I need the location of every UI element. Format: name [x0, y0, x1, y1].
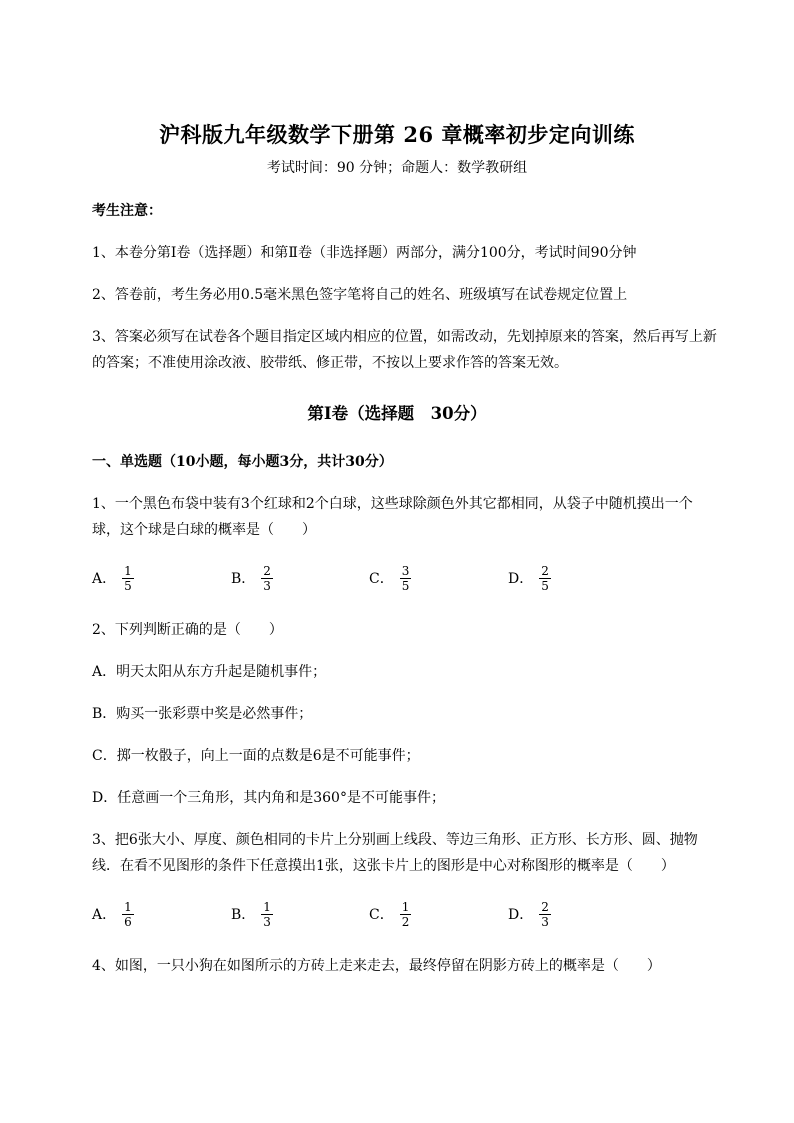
option-letter: A． — [92, 907, 117, 923]
question-2-stem: 2、下列判断正确的是（ ） — [92, 622, 283, 638]
option-c — [369, 558, 411, 598]
notice-item: 3、答案必须写在试卷各个题目指定区域内相应的位置，如需改动，先划掉原来的答案，然后再写上新 — [92, 329, 717, 345]
fraction — [539, 900, 551, 929]
option-b — [231, 558, 273, 598]
numerator: 3 — [401, 563, 410, 578]
option-a — [92, 894, 134, 934]
denominator: 5 — [124, 578, 132, 593]
notice-item-continued: 的答案；不准使用涂改液、胶带纸、修正带，不按以上要求作答的答案无效。 — [92, 355, 568, 371]
question-1-stem: 1、一个黑色布袋中装有3个红球和2个白球，这些球除颜色外其它都相同，从袋子中随机摸出一个 — [92, 496, 693, 512]
denominator: 3 — [263, 914, 271, 929]
numerator: 1 — [124, 899, 132, 914]
option-d — [508, 894, 551, 934]
question-2-option-b: B．购买一张彩票中奖是必然事件； — [92, 706, 313, 722]
numerator: 2 — [263, 563, 271, 578]
question-1-options — [92, 558, 712, 598]
denominator: 5 — [401, 578, 410, 593]
option-letter: C． — [369, 571, 394, 587]
fraction — [122, 564, 134, 593]
notice-heading: 考生注意： — [92, 203, 162, 219]
question-2-option-c: C．掷一枚骰子，向上一面的点数是6是不可能事件； — [92, 748, 420, 764]
option-letter: D． — [508, 571, 534, 587]
fraction — [400, 564, 412, 593]
notice-item: 2、答卷前，考生务必用0.5毫米黑色签字笔将自己的姓名、班级填写在试卷规定位置上 — [92, 287, 628, 303]
exam-info: 考试时间：90 分钟；命题人：数学教研组 — [266, 160, 528, 176]
denominator: 3 — [541, 914, 549, 929]
denominator: 2 — [401, 914, 410, 929]
option-b — [231, 894, 273, 934]
option-d — [508, 558, 551, 598]
fraction — [261, 900, 273, 929]
question-1-stem-continued: 球，这个球是白球的概率是（ ） — [92, 522, 316, 538]
part-title: 一、单选题（10小题，每小题3分，共计30分） — [92, 454, 393, 470]
option-c — [369, 894, 411, 934]
question-3-stem: 3、把6张大小、厚度、颜色相同的卡片上分别画上线段、等边三角形、正方形、长方形、圆、抛物 — [92, 832, 698, 848]
fraction — [539, 564, 551, 593]
question-3-options — [92, 894, 712, 934]
section-title: 第Ⅰ卷（选择题 30分） — [307, 404, 487, 423]
option-letter: D． — [508, 907, 534, 923]
notice-item: 1、本卷分第Ⅰ卷（选择题）和第Ⅱ卷（非选择题）两部分，满分100分，考试时间90分钟 — [92, 245, 637, 261]
denominator: 5 — [541, 578, 549, 593]
question-2-option-d: D．任意画一个三角形，其内角和是360°是不可能事件； — [92, 790, 445, 806]
numerator: 2 — [541, 563, 549, 578]
option-letter: B． — [231, 907, 256, 923]
numerator: 1 — [263, 899, 271, 914]
denominator: 3 — [263, 578, 271, 593]
option-letter: C． — [369, 907, 394, 923]
option-letter: B． — [231, 571, 256, 587]
fraction — [400, 900, 412, 929]
numerator: 1 — [401, 899, 410, 914]
fraction — [261, 564, 273, 593]
numerator: 1 — [124, 563, 132, 578]
numerator: 2 — [541, 899, 549, 914]
page-title: 沪科版九年级数学下册第 26 章概率初步定向训练 — [159, 122, 635, 147]
question-2-option-a: A．明天太阳从东方升起是随机事件； — [92, 664, 327, 680]
denominator: 6 — [124, 914, 132, 929]
option-letter: A． — [92, 571, 117, 587]
question-3-stem-continued: 线．在看不见图形的条件下任意摸出1张，这张卡片上的图形是中心对称图形的概率是（ ） — [92, 858, 675, 874]
question-4-stem: 4、如图，一只小狗在如图所示的方砖上走来走去，最终停留在阴影方砖上的概率是（ ） — [92, 958, 661, 974]
option-a — [92, 558, 134, 598]
fraction — [122, 900, 134, 929]
